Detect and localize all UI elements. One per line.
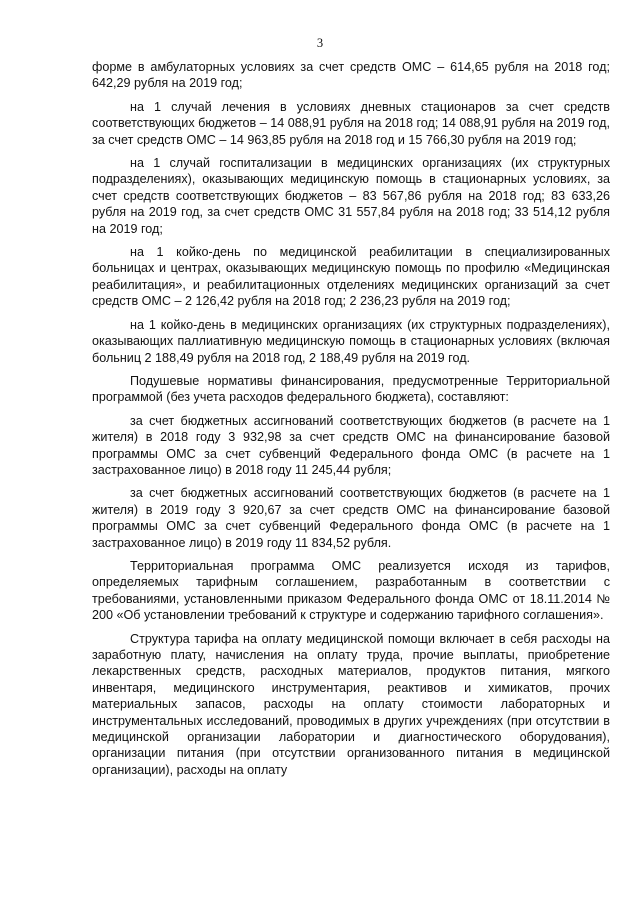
paragraph-day-hospital-cost: на 1 случай лечения в условиях дневных стационаров за счет средств соответствующих бюджетов – 14 088,91 рубля на 2018 год; 14 088,91 рубля на 2019 год, за счет средств ОМС – 14 963,85 рубля на 2018 год и 15 766,30 рубля на 2019 год; bbox=[92, 99, 610, 147]
paragraph-tariff-structure: Структура тарифа на оплату медицинской помощи включает в себя расходы на заработную плату, начисления на оплату труда, прочие выплаты, приобретение лекарственных средств, расходных материалов, продуктов питания, мягкого инвентаря, медицинского инструментария, реактивов и химикатов, прочих материальных запасов, расходы на оплату стоимости лабораторных и инструментальных исследований, проводимых в других учреждениях (при отсутствии в медицинской организации лаборатории и диагностического оборудования), организации питания (при отсутствии организованного питания в медицинской организации), расходы на оплату bbox=[92, 631, 610, 777]
paragraph-hospitalization-cost: на 1 случай госпитализации в медицинских организациях (их структурных подразделениях), оказывающих медицинскую помощь в стационарных условиях, за счет средств соответствующих бюджетов – 83 567,86 рубля на 2018 год; 83 633,26 рубля на 2019 год, за счет средств ОМС 31 557,84 рубля на 2018 год; 33 514,12 рубля на 2019 год; bbox=[92, 156, 610, 236]
paragraph-tariff-agreement: Территориальная программа ОМС реализуется исходя из тарифов, определяемых тарифным соглашением, разработанным в соответствии с требованиями, установленными приказом Федерального фонда ОМС от 18.11.2014 № 200 «Об установлении требований к структуре и содержанию тарифного соглашения». bbox=[92, 558, 610, 623]
paragraph-per-capita-2018: за счет бюджетных ассигнований соответствующих бюджетов (в расчете на 1 жителя) в 2018 году 3 932,98 за счет средств ОМС на финансирование базовой программы ОМС за счет субвенций Федерального фонда ОМС (в расчете на 1 застрахованное лицо) в 2018 году 11 245,44 рубля; bbox=[92, 413, 610, 477]
document-body bbox=[92, 59, 610, 785]
paragraph-outpatient-cost-continuation: форме в амбулаторных условиях за счет средств ОМС – 614,65 рубля на 2018 год; 642,29 рубля на 2019 год; bbox=[92, 60, 610, 91]
paragraph-rehabilitation-bed-day: на 1 койко-день по медицинской реабилитации в специализированных больницах и центрах, оказывающих медицинскую помощь по профилю «Медицинская реабилитация», и реабилитационных отделениях медицинских организаций за счет средств ОМС – 2 126,42 рубля на 2018 год; 2 236,23 рубля на 2019 год; bbox=[92, 245, 610, 309]
page-number: 3 bbox=[316, 36, 324, 50]
paragraph-per-capita-2019: за счет бюджетных ассигнований соответствующих бюджетов (в расчете на 1 жителя) в 2019 году 3 920,67 за счет средств ОМС на финансирование базовой программы ОМС за счет субвенций Федерального фонда ОМС (в расчете на 1 застрахованное лицо) в 2019 году 11 834,52 рубля. bbox=[92, 486, 610, 550]
paragraph-per-capita-intro: Подушевые нормативы финансирования, предусмотренные Территориальной программой (без учета расходов федерального бюджета), составляют: bbox=[92, 373, 610, 405]
paragraph-palliative-bed-day: на 1 койко-день в медицинских организациях (их структурных подразделениях), оказывающих паллиативную медицинскую помощь в стационарных условиях (включая больниц 2 188,49 рубля на 2018 год, 2 188,49 рубля на 2019 год. bbox=[92, 317, 610, 365]
